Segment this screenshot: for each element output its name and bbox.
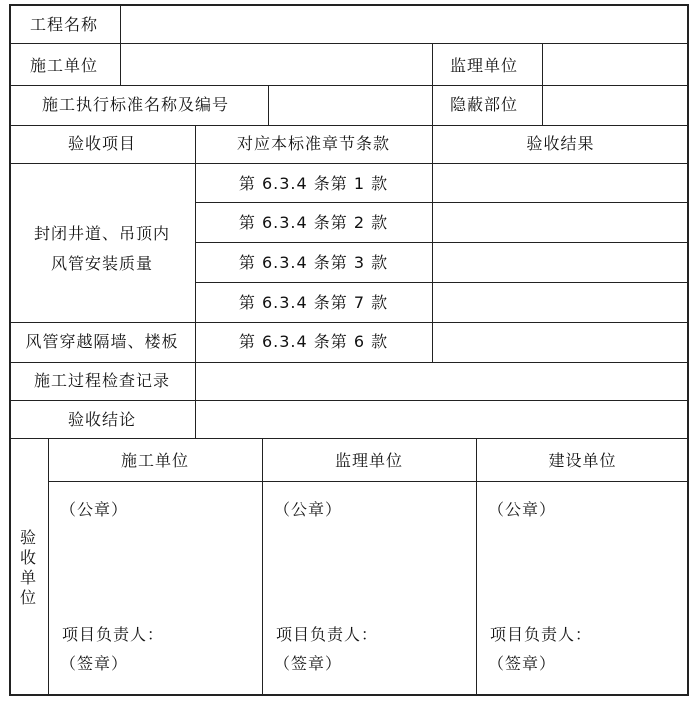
supervision-unit-field[interactable]: [543, 44, 687, 84]
standard-label: 施工执行标准名称及编号: [42, 95, 230, 114]
signoff-unit-title: 监理单位: [334, 451, 403, 470]
responsible-person-label: 项目负责人：: [276, 625, 379, 644]
concealed-part-field[interactable]: [543, 86, 687, 124]
rule: [262, 438, 263, 696]
result-cell[interactable]: [433, 323, 687, 361]
rule: [9, 125, 689, 126]
signoff-unit-title: 建设单位: [548, 451, 617, 470]
project-name-label: 工程名称: [30, 15, 99, 34]
project-name-field[interactable]: [121, 5, 687, 42]
standard-field[interactable]: [269, 86, 431, 124]
column-header-clause: 对应本标准章节条款: [236, 134, 390, 153]
column-header-result: 验收结果: [526, 134, 595, 153]
seal-label: （公章）: [488, 500, 557, 519]
column-header-item: 验收项目: [67, 134, 136, 153]
conclusion-label: 验收结论: [67, 410, 136, 429]
process-record-field[interactable]: [196, 363, 687, 399]
concealed-part-label: 隐蔽部位: [450, 95, 519, 114]
signature-label: （签章）: [274, 654, 343, 673]
result-cell[interactable]: [433, 283, 687, 321]
item-line-2: 风管安装质量: [50, 254, 153, 273]
item-line-1: 封闭井道、吊顶内: [33, 224, 170, 243]
rule: [476, 438, 477, 696]
supervision-unit-label: 监理单位: [450, 56, 519, 75]
conclusion-field[interactable]: [196, 401, 687, 437]
clause-cell: 第 6.3.4 条第 6 款: [238, 332, 389, 351]
process-record-label: 施工过程检查记录: [33, 371, 170, 390]
seal-label: （公章）: [60, 500, 129, 519]
item-duct-penetration: 风管穿越隔墙、楼板: [25, 332, 179, 351]
construction-unit-label: 施工单位: [30, 56, 99, 75]
clause-cell: 第 6.3.4 条第 3 款: [238, 253, 389, 272]
signoff-side-label: 验 收 单 位: [19, 528, 37, 607]
rule: [48, 481, 689, 482]
signature-label: （签章）: [60, 654, 129, 673]
clause-cell: 第 6.3.4 条第 1 款: [238, 174, 389, 193]
item-duct-install-quality: [9, 219, 195, 279]
responsible-person-label: 项目负责人：: [62, 625, 165, 644]
rule: [432, 43, 433, 125]
construction-unit-field[interactable]: [121, 44, 431, 84]
clause-cell: 第 6.3.4 条第 7 款: [238, 293, 389, 312]
clause-cell: 第 6.3.4 条第 2 款: [238, 213, 389, 232]
signoff-unit-title: 施工单位: [120, 451, 189, 470]
seal-label: （公章）: [274, 500, 343, 519]
rule: [48, 438, 49, 696]
signature-label: （签章）: [488, 654, 557, 673]
result-cell[interactable]: [433, 203, 687, 241]
rule: [9, 438, 689, 439]
responsible-person-label: 项目负责人：: [490, 625, 593, 644]
result-cell[interactable]: [433, 164, 687, 201]
result-cell[interactable]: [433, 243, 687, 281]
